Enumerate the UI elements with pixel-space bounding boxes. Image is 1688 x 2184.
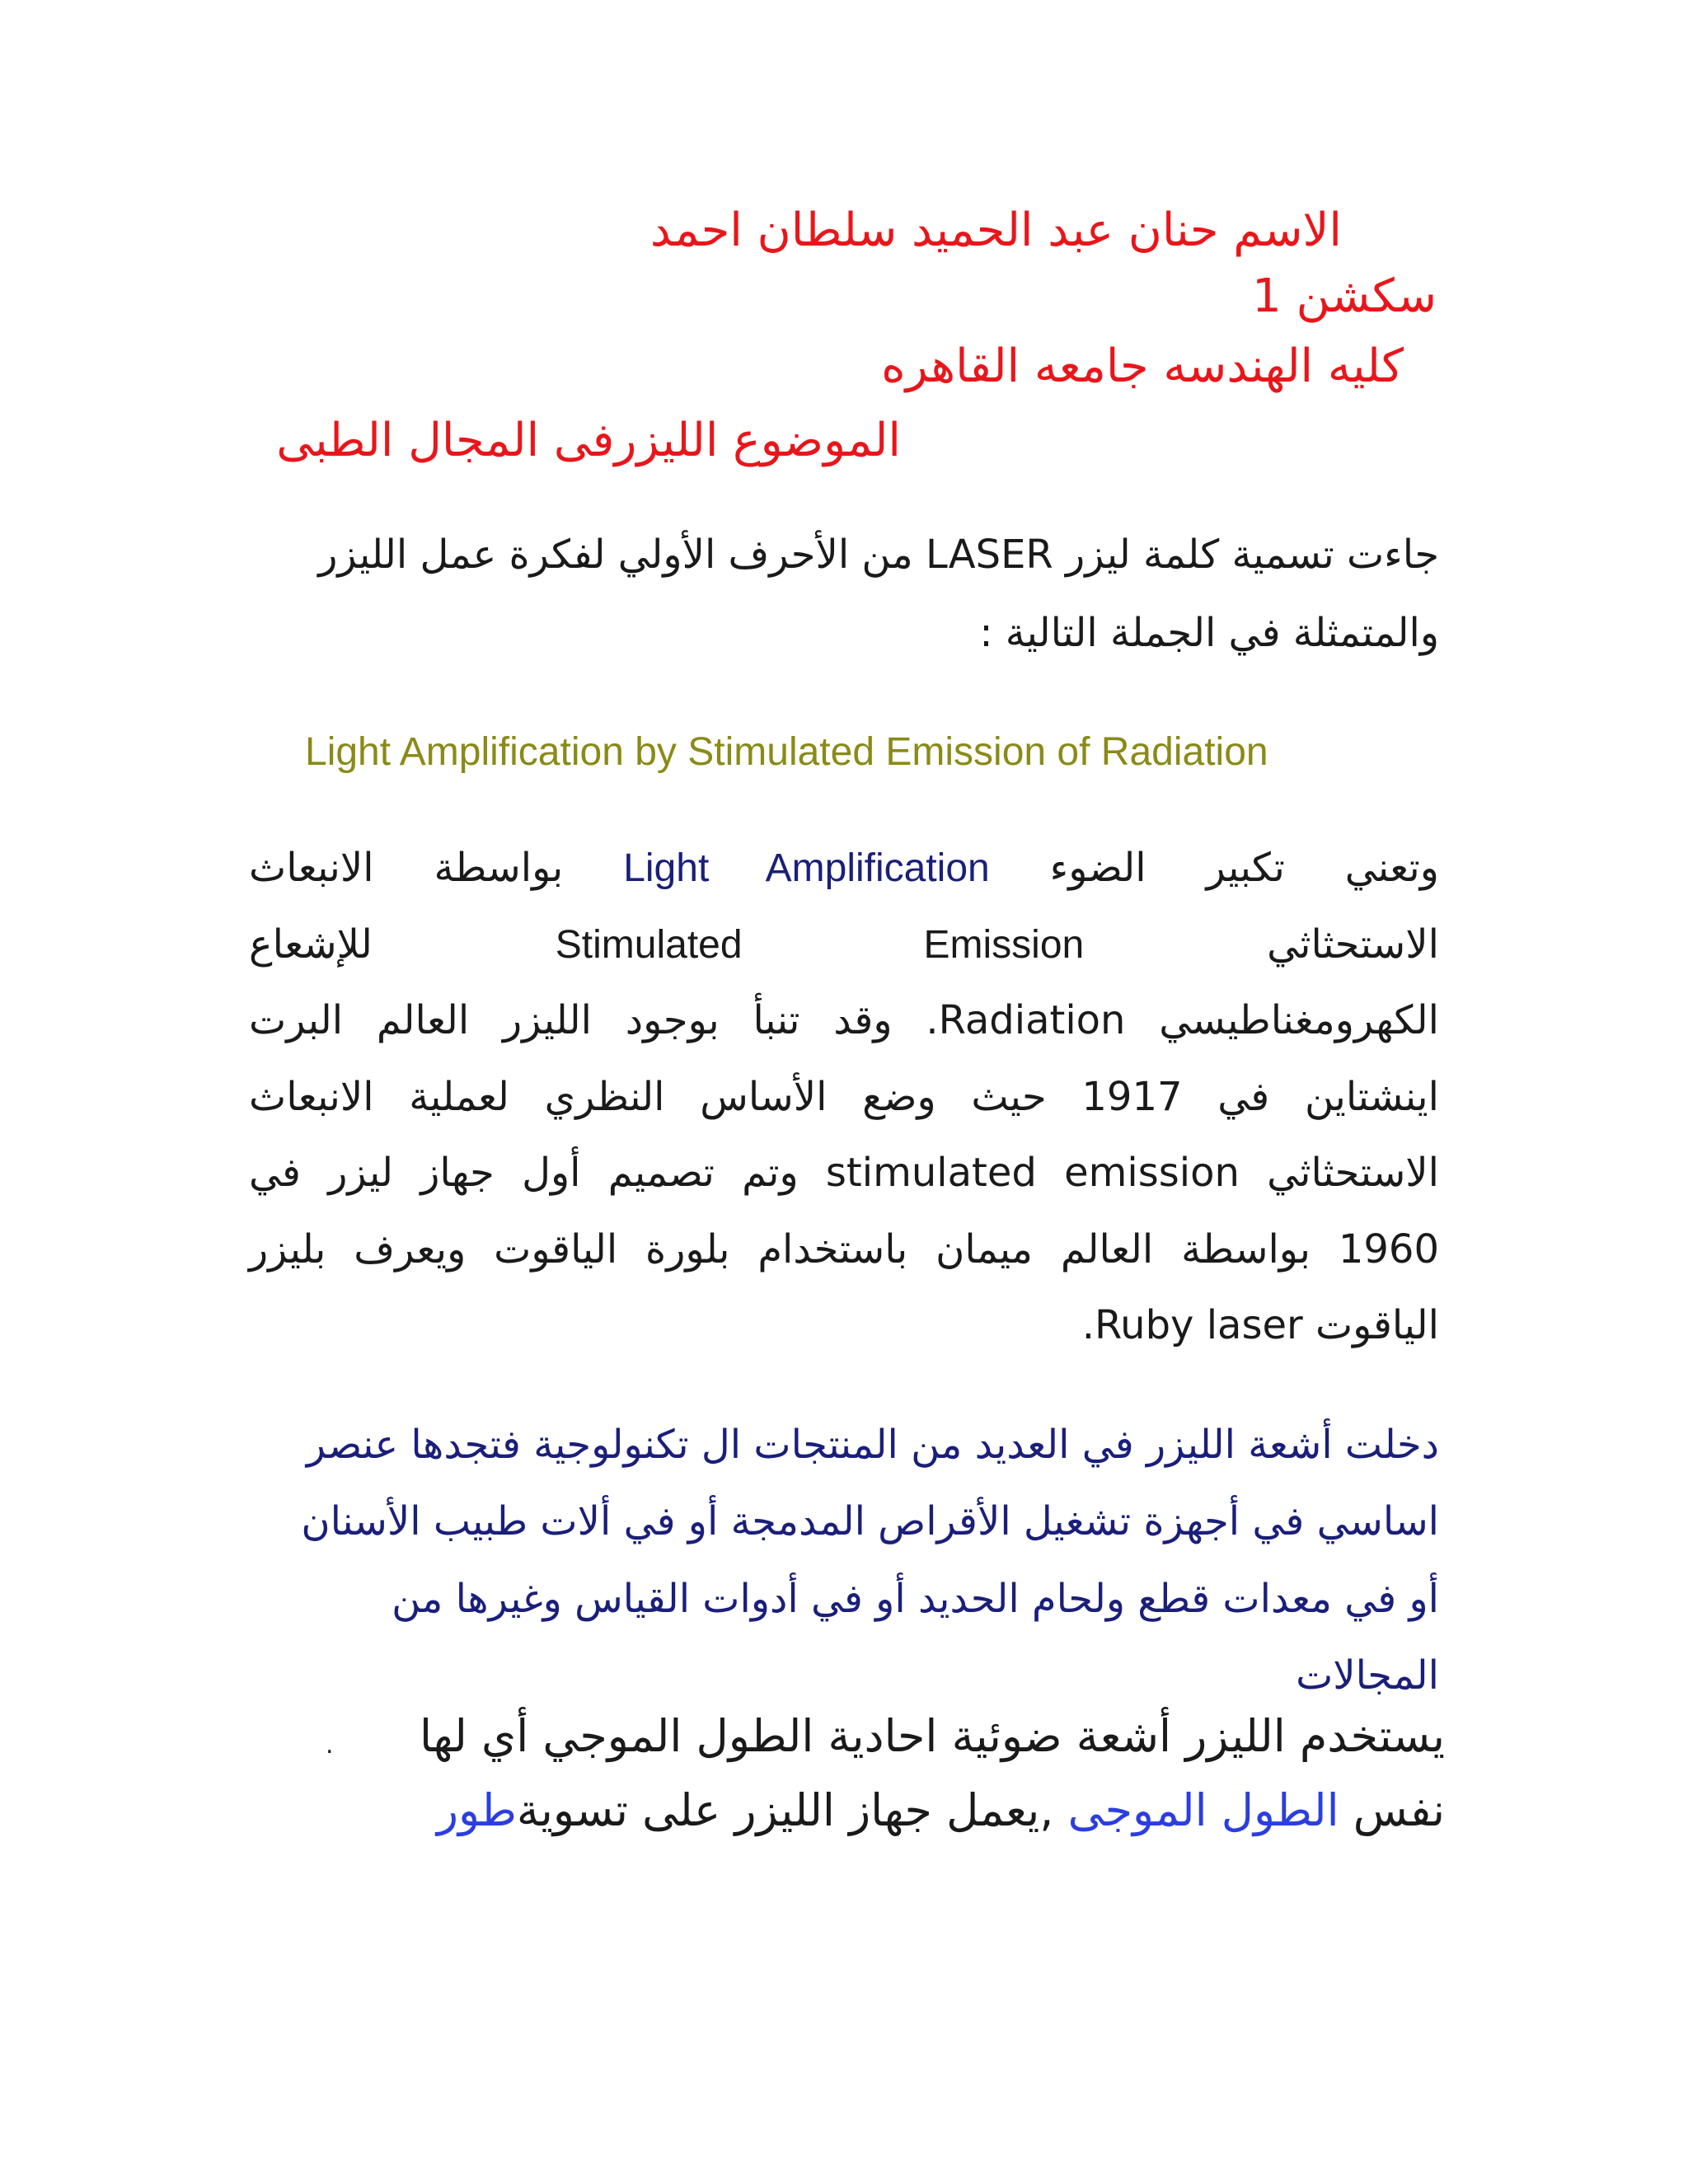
applications-line-3: أو في معدات قطع ولحام الحديد أو في أدوات القياس وغيرها من [392, 1576, 1439, 1622]
meaning-line-2: الاستحثاثي Stimulated Emission للإشعاع [249, 921, 1439, 968]
meaning-line-4: اينشتاين في 1917 حيث وضع الأساس النظري لعملية الانبعاث [249, 1074, 1439, 1120]
laser-acronym-expansion: Light Amplification by Stimulated Emission of Radiation [305, 730, 1268, 774]
closing-line-1-mark: . [326, 1731, 334, 1760]
light-amplification-term: Light Amplification [623, 846, 990, 890]
closing-line-1: يستخدم الليزر أشعة ضوئية احادية الطول الموجي أي لها [419, 1710, 1445, 1762]
topic-title: الموضوع الليزرفى المجال الطبى [276, 414, 901, 467]
meaning-line-1: وتعني تكبير الضوء Light Amplification بواسطة الانبعاث [249, 845, 1439, 891]
student-name: الاسم حنان عبد الحميد سلطان احمد [649, 204, 1342, 257]
intro-line-1: جاءت تسمية كلمة ليزر LASER من الأحرف الأولي لفكرة عمل الليزر [318, 532, 1439, 578]
meaning-line-5: الاستحثاثي stimulated emission وتم تصميم أول جهاز ليزر في [249, 1150, 1439, 1196]
section-number: سكشن 1 [1252, 269, 1437, 323]
applications-line-4: المجالات [1296, 1652, 1439, 1699]
applications-line-1: دخلت أشعة الليزر في العديد من المنتجات ال تكنولوجية فتجدها عنصر [306, 1422, 1439, 1468]
wavelength-link[interactable]: الطول الموجى [1067, 1784, 1339, 1836]
intro-line-2: والمتمثلة في الجملة التالية : [979, 610, 1439, 656]
closing-line-2: نفس الطول الموجى ,يعمل جهاز الليزر على تسويةطور [436, 1784, 1445, 1836]
phase-link-fragment[interactable]: طور [436, 1784, 517, 1836]
meaning-line-7: الياقوت Ruby laser. [1081, 1302, 1439, 1348]
faculty-university: كليه الهندسه جامعه القاهره [881, 340, 1404, 393]
applications-line-2: اساسي في أجهزة تشغيل الأقراص المدمجة أو في ألات طبيب الأسنان [301, 1498, 1439, 1544]
meaning-line-3: الكهرومغناطيسي Radiation. وقد تنبأ بوجود الليزر العالم البرت [249, 997, 1439, 1043]
meaning-line-6: 1960 بواسطة العالم ميمان باستخدام بلورة الياقوت ويعرف بليزر [249, 1226, 1439, 1272]
